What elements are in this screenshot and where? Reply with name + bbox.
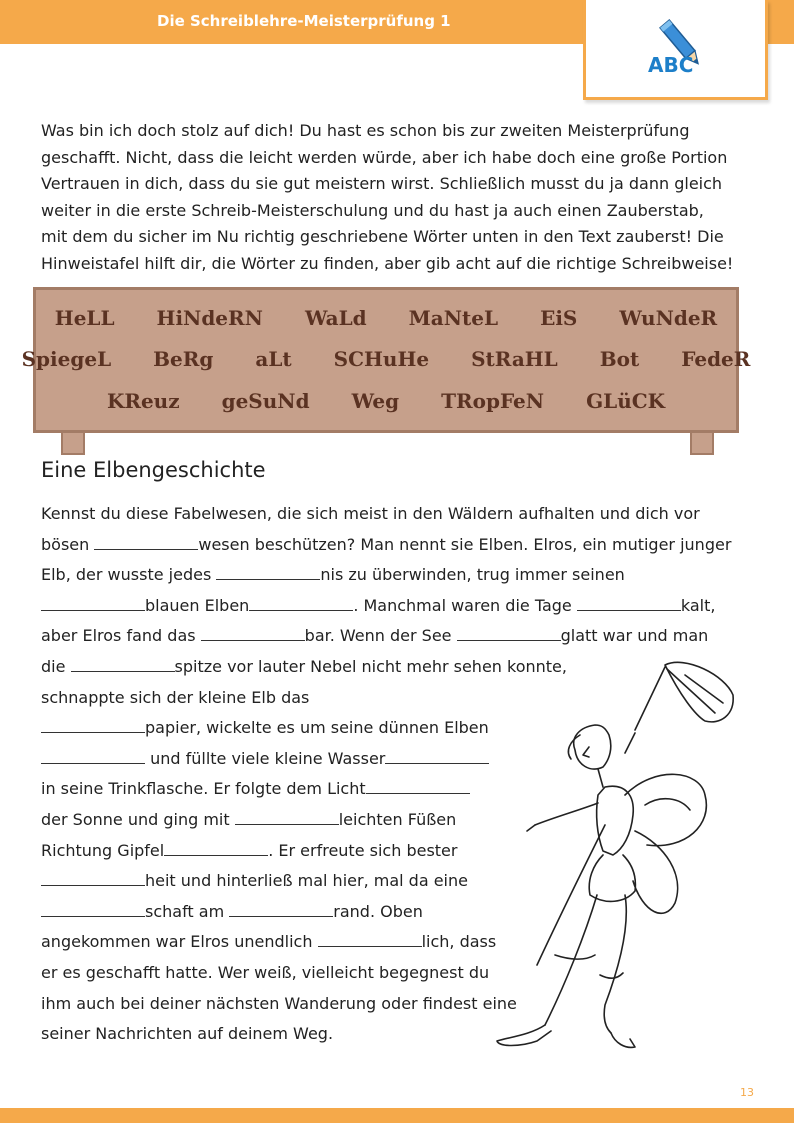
hint-word: EiS <box>540 306 578 330</box>
fill-in-blank[interactable] <box>71 657 175 672</box>
story-line <box>41 1023 333 1045</box>
story-text-segment: heit und hinterließ mal hier, mal da eine <box>145 871 468 891</box>
intro-line: mit dem du sicher im Nu richtig geschriebene Wörter unten in den Text zauberst! Die <box>41 227 724 246</box>
story-line <box>41 809 456 831</box>
story-text-segment: und füllte viele kleine Wasser <box>145 748 386 768</box>
story-text-segment: die <box>41 657 71 676</box>
hint-word: WaLd <box>304 306 367 330</box>
story-text-segment: angekommen war Elros unendlich <box>41 932 318 952</box>
fill-in-blank[interactable] <box>385 749 489 764</box>
board-leg-left <box>61 433 85 455</box>
hint-word: SpiegeL <box>21 347 112 371</box>
story-line <box>41 625 708 647</box>
fill-in-blank[interactable] <box>229 902 333 917</box>
story-line <box>41 901 423 923</box>
hint-word: TRopFeN <box>441 389 545 413</box>
hint-word: geSuNd <box>221 389 310 413</box>
story-text-segment: seiner Nachrichten auf deinem Weg. <box>41 1024 334 1044</box>
intro-paragraph <box>41 118 734 277</box>
fill-in-blank[interactable] <box>366 779 470 794</box>
story-text-segment: papier, wickelte es um seine dünnen Elben <box>145 718 489 738</box>
fill-in-blank[interactable] <box>249 596 353 611</box>
hint-word: KReuz <box>106 389 180 413</box>
story-text-segment: schnappte sich der kleine Elb das <box>41 687 310 707</box>
elf-illustration <box>485 655 745 1075</box>
story-line <box>41 962 489 984</box>
hint-word: MaNteL <box>408 306 499 330</box>
story-text-segment: rand. Oben <box>333 901 423 921</box>
hint-word: SCHuHe <box>333 347 430 371</box>
story-text-segment: lich, dass <box>421 932 497 952</box>
fill-in-blank[interactable] <box>41 871 145 886</box>
story-text-segment: aber Elros fand das <box>41 626 201 646</box>
story-line <box>41 503 700 525</box>
story-text-segment: Richtung Gipfel <box>41 840 165 860</box>
story-text-segment: bösen <box>41 534 95 554</box>
story-line <box>41 778 470 800</box>
story-text-segment: nis zu überwinden, trug immer seinen <box>320 565 625 585</box>
hint-word-row <box>36 389 736 413</box>
hint-word: BeRg <box>153 347 214 371</box>
hint-word: StRaHL <box>471 347 558 371</box>
story-title: Eine Elbengeschichte <box>41 458 266 482</box>
story-line <box>41 595 715 617</box>
story-text-segment: er es geschafft hatte. Wer weiß, vielleicht begegnest du <box>41 963 490 982</box>
fill-in-blank[interactable] <box>457 626 561 641</box>
intro-line: geschafft. Nicht, dass die leicht werden würde, aber ich habe doch eine große Portion <box>41 147 728 167</box>
fill-in-blank[interactable] <box>216 565 320 580</box>
fill-in-blank[interactable] <box>318 932 422 947</box>
logo-tab <box>583 0 768 100</box>
hint-board <box>21 287 751 433</box>
page-number: 13 <box>740 1086 754 1099</box>
hint-word-row <box>36 306 736 330</box>
hint-word: GLüCK <box>586 389 666 413</box>
page-header-title: Die Schreiblehre-Meisterprüfung 1 <box>157 12 451 30</box>
fill-in-blank[interactable] <box>41 718 145 733</box>
story-text-segment: ihm auch bei deiner nächsten Wanderung oder findest eine <box>41 993 517 1013</box>
story-text-segment: schaft am <box>145 901 230 921</box>
fill-in-blank[interactable] <box>41 596 145 611</box>
fill-in-blank[interactable] <box>41 902 145 917</box>
hint-word: Bot <box>599 347 640 371</box>
fill-in-blank[interactable] <box>164 841 268 856</box>
story-line <box>41 993 517 1015</box>
logo-text: ABC <box>648 53 694 77</box>
story-line <box>41 748 489 770</box>
story-line <box>41 687 309 709</box>
hint-word: FedeR <box>681 347 751 371</box>
story-line <box>41 717 489 739</box>
story-line <box>41 931 496 953</box>
story-text-segment: . Er erfreute sich bester <box>268 840 458 860</box>
hint-word: Weg <box>351 389 400 413</box>
story-text-segment: Elb, der wusste jedes <box>41 565 217 585</box>
story-text-segment: in seine Trinkflasche. Er folgte dem Licht <box>41 779 366 799</box>
story-line <box>41 870 468 892</box>
story-text-segment: wesen beschützen? Man nennt sie Elben. Elros, ein mutiger junger <box>198 534 732 554</box>
fill-in-blank[interactable] <box>235 810 339 825</box>
board-leg-right <box>690 433 714 455</box>
fill-in-blank[interactable] <box>41 749 145 764</box>
story-line <box>41 534 731 556</box>
intro-line: Was bin ich doch stolz auf dich! Du hast es schon bis zur zweiten Meisterprüfung <box>41 121 690 140</box>
story-line <box>41 564 625 586</box>
fill-in-blank[interactable] <box>94 535 198 550</box>
pencil-abc-icon <box>646 10 716 80</box>
story-text-segment: bar. Wenn der See <box>304 626 457 646</box>
hint-word: HiNdeRN <box>156 306 263 330</box>
story-text-segment: der Sonne und ging mit <box>41 810 235 829</box>
story-text-segment: kalt, <box>680 595 716 615</box>
footer-bar <box>0 1108 794 1123</box>
hint-word: HeLL <box>54 306 115 330</box>
intro-line: Vertrauen in dich, dass du sie gut meistern wirst. Schließlich musst du ja dann gleich <box>41 174 723 193</box>
intro-line: Hinweistafel hilft dir, die Wörter zu finden, aber gib acht auf die richtige Schreibweise! <box>41 253 734 273</box>
story-text-segment: blauen Elben <box>145 595 250 615</box>
fill-in-blank[interactable] <box>201 626 305 641</box>
story-line <box>41 840 457 862</box>
story-text-segment: glatt war und man <box>560 626 709 646</box>
hint-word-row <box>21 347 751 371</box>
fill-in-blank[interactable] <box>577 596 681 611</box>
story-text-segment: . Manchmal waren die Tage <box>353 595 577 615</box>
story-text-segment: Kennst du diese Fabelwesen, die sich meist in den Wäldern aufhalten und dich vor <box>41 504 700 523</box>
hint-word: aLt <box>255 347 292 371</box>
intro-line: weiter in die erste Schreib-Meisterschulung und du hast ja auch einen Zauberstab, <box>41 200 704 220</box>
story-text-segment: leichten Füßen <box>338 810 457 829</box>
story-text-segment: spitze vor lauter Nebel nicht mehr sehen konnte, <box>174 657 567 676</box>
hint-word: WuNdeR <box>619 306 718 330</box>
